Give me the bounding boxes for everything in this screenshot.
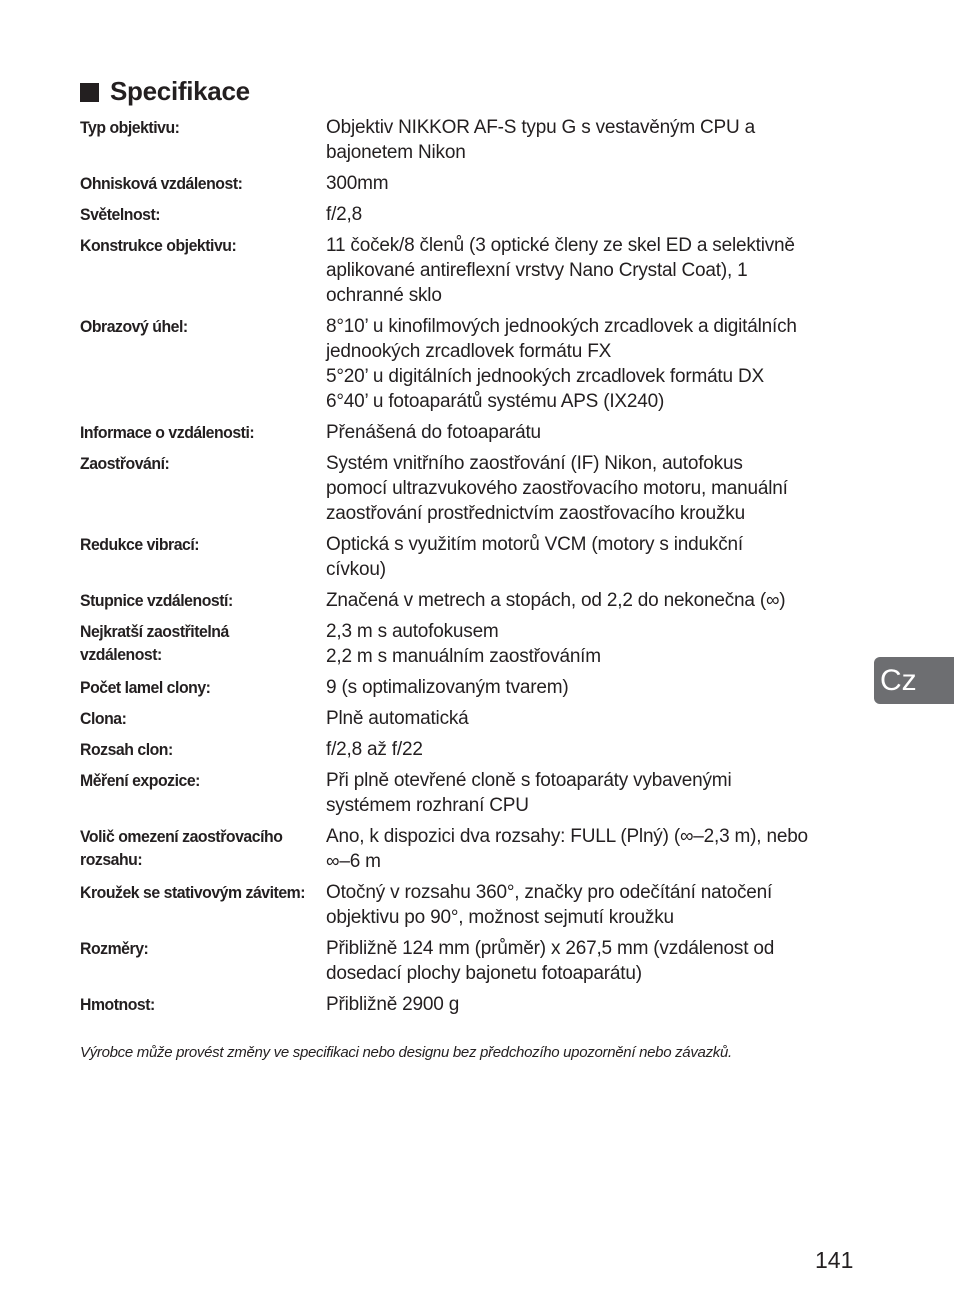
spec-value-line: f/2,8 (326, 204, 362, 225)
spec-label: Konstrukce objektivu: (80, 236, 237, 255)
spec-value (326, 202, 870, 227)
spec-row (80, 451, 870, 526)
spec-value-line: dosedací plochy bajonetu fotoaparátu) (326, 963, 642, 984)
spec-value (326, 420, 870, 445)
spec-label: Rozměry: (80, 939, 149, 958)
spec-value (326, 936, 870, 986)
spec-row (80, 171, 870, 196)
spec-row (80, 737, 870, 762)
spec-row (80, 532, 870, 582)
spec-value-line: aplikované antireflexní vrstvy Nano Crystal Coat), 1 (326, 260, 748, 281)
spec-label: Světelnost: (80, 205, 161, 224)
spec-value-line: Při plně otevřené cloně s fotoaparáty vybavenými (326, 770, 732, 791)
spec-row (80, 420, 870, 445)
spec-label: Stupnice vzdáleností: (80, 591, 233, 610)
spec-value (326, 588, 870, 613)
spec-label: Kroužek se stativovým závitem: (80, 883, 306, 902)
spec-value-line: ∞–6 m (326, 851, 381, 872)
spec-row (80, 115, 870, 165)
spec-value-line: Systém vnitřního zaostřování (IF) Nikon, autofokus (326, 453, 743, 474)
spec-value-line: 300mm (326, 173, 389, 194)
page-number: 141 (815, 1247, 854, 1273)
spec-value-line: bajonetem Nikon (326, 142, 466, 163)
spec-label: Clona: (80, 709, 127, 728)
spec-value (326, 706, 870, 731)
spec-row (80, 936, 870, 986)
spec-value (326, 880, 870, 930)
spec-label: Počet lamel clony: (80, 678, 211, 697)
spec-label: Volič omezení zaostřovacího rozsahu: (80, 827, 283, 869)
spec-value (326, 532, 870, 582)
spec-row (80, 880, 870, 930)
spec-value (326, 824, 870, 874)
spec-value (326, 737, 870, 762)
spec-value (326, 314, 870, 414)
spec-value-line: 9 (s optimalizovaným tvarem) (326, 677, 569, 698)
spec-value-line: Přibližně 124 mm (průměr) x 267,5 mm (vzdálenost od (326, 938, 775, 959)
spec-value-line: ochranné sklo (326, 285, 442, 306)
spec-value-line: Otočný v rozsahu 360°, značky pro odečítání natočení (326, 882, 773, 903)
spec-value-line: Značená v metrech a stopách, od 2,2 do nekonečna (∞) (326, 590, 786, 611)
spec-row (80, 706, 870, 731)
spec-value (326, 619, 870, 669)
spec-label: Typ objektivu: (80, 118, 180, 137)
spec-label: Ohnisková vzdálenost: (80, 174, 243, 193)
spec-value (326, 992, 870, 1017)
spec-value (326, 115, 870, 165)
spec-value-line: f/2,8 až f/22 (326, 739, 423, 760)
spec-value-line: 2,2 m s manuálním zaostřováním (326, 646, 601, 667)
spec-label: Měření expozice: (80, 771, 200, 790)
spec-row (80, 992, 870, 1017)
spec-value-line: 11 čoček/8 členů (3 optické členy ze skel ED a selektivně (326, 235, 795, 256)
spec-label: Rozsah clon: (80, 740, 173, 759)
spec-value (326, 233, 870, 308)
spec-value (326, 451, 870, 526)
spec-value-line: 5°20’ u digitálních jednookých zrcadlovek formátu DX (326, 366, 764, 387)
spec-value-line: zaostřování prostřednictvím zaostřovacího kroužku (326, 503, 745, 524)
spec-label: Zaostřování: (80, 454, 170, 473)
spec-row (80, 675, 870, 700)
spec-row (80, 314, 870, 414)
spec-value-line: 2,3 m s autofokusem (326, 621, 499, 642)
spec-value-line: Ano, k dispozici dva rozsahy: FULL (Plný) (∞–2,3 m), nebo (326, 826, 808, 847)
spec-row (80, 619, 870, 669)
spec-row (80, 202, 870, 227)
spec-row (80, 588, 870, 613)
spec-label: Redukce vibrací: (80, 535, 200, 554)
spec-value-line: Přibližně 2900 g (326, 994, 460, 1015)
spec-value-line: systémem rozhraní CPU (326, 795, 529, 816)
spec-label: Obrazový úhel: (80, 317, 188, 336)
spec-row (80, 233, 870, 308)
language-tab (874, 657, 954, 704)
spec-value (326, 675, 870, 700)
spec-value (326, 768, 870, 818)
spec-label: Hmotnost: (80, 995, 155, 1014)
spec-value-line: 6°40’ u fotoaparátů systému APS (IX240) (326, 391, 665, 412)
spec-value-line: Přenášená do fotoaparátu (326, 422, 541, 443)
spec-value-line: pomocí ultrazvukového zaostřovacího motoru, manuální (326, 478, 788, 499)
spec-row (80, 768, 870, 818)
spec-row (80, 824, 870, 874)
spec-value-line: 8°10’ u kinofilmových jednookých zrcadlovek a digitálních (326, 316, 797, 337)
spec-value-line: cívkou) (326, 559, 386, 580)
specifications-list (80, 115, 870, 1023)
section-heading (80, 76, 250, 107)
heading-text: Specifikace (110, 76, 250, 106)
spec-value (326, 171, 870, 196)
spec-value-line: jednookých zrcadlovek formátu FX (326, 341, 612, 362)
spec-label: Informace o vzdálenosti: (80, 423, 255, 442)
language-tab-label: Cz (880, 663, 917, 697)
disclaimer-note: Výrobce může provést změny ve specifikaci nebo designu bez předchozího upozornění nebo závazků. (80, 1044, 732, 1061)
spec-label: Nejkratší zaostřitelná vzdálenost: (80, 622, 229, 664)
spec-value-line: objektivu po 90°, možnost sejmutí kroužku (326, 907, 674, 928)
spec-value-line: Objektiv NIKKOR AF-S typu G s vestavěným CPU a (326, 117, 755, 138)
spec-value-line: Plně automatická (326, 708, 469, 729)
square-bullet-icon (80, 83, 99, 102)
spec-value-line: Optická s využitím motorů VCM (motory s indukční (326, 534, 743, 555)
